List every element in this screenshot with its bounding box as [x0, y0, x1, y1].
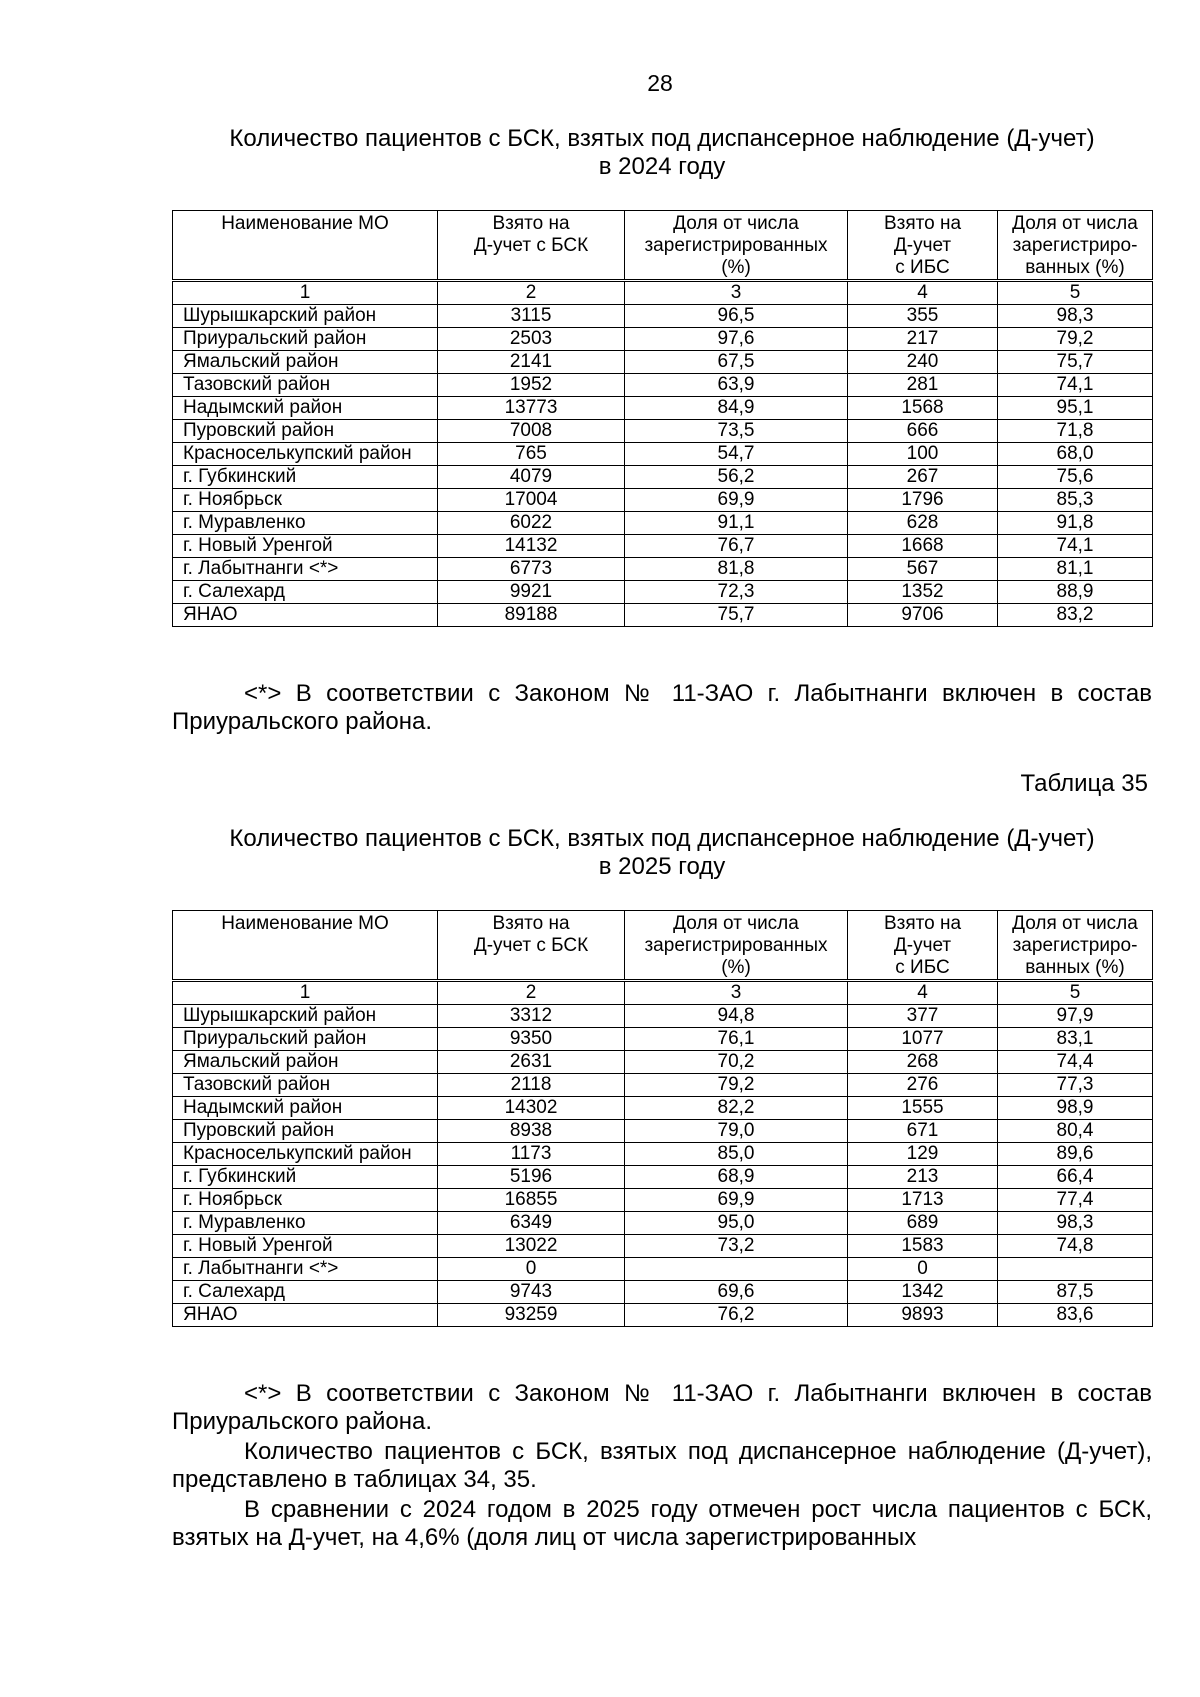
- value-cell: 83,2: [998, 604, 1153, 627]
- column-number: 2: [438, 981, 625, 1005]
- mo-name-cell: ЯНАО: [173, 604, 438, 627]
- value-cell: 72,3: [625, 581, 848, 604]
- table-row: [173, 305, 1153, 328]
- value-cell: 95,0: [625, 1212, 848, 1235]
- mo-name-cell: Приуральский район: [173, 328, 438, 351]
- table-34-title: [172, 125, 1152, 181]
- value-cell: 217: [848, 328, 998, 351]
- value-cell: 689: [848, 1212, 998, 1235]
- value-cell: 4079: [438, 466, 625, 489]
- table-row: [173, 1143, 1153, 1166]
- value-cell: 0: [438, 1258, 625, 1281]
- column-header: Наименование МО: [173, 211, 438, 281]
- mo-name-cell: Пуровский район: [173, 1120, 438, 1143]
- value-cell: 79,0: [625, 1120, 848, 1143]
- value-cell: 89188: [438, 604, 625, 627]
- value-cell: 9350: [438, 1028, 625, 1051]
- column-header: Взято на Д-учет с ИБС: [848, 211, 998, 281]
- value-cell: 74,8: [998, 1235, 1153, 1258]
- table-caption: Таблица 35: [1020, 770, 1148, 797]
- value-cell: 95,1: [998, 397, 1153, 420]
- column-number: 4: [848, 281, 998, 305]
- value-cell: 54,7: [625, 443, 848, 466]
- table-35-title: [172, 825, 1152, 881]
- value-cell: 240: [848, 351, 998, 374]
- value-cell: 129: [848, 1143, 998, 1166]
- table-row: [173, 420, 1153, 443]
- value-cell: 7008: [438, 420, 625, 443]
- value-cell: 79,2: [998, 328, 1153, 351]
- value-cell: 79,2: [625, 1074, 848, 1097]
- mo-name-cell: Тазовский район: [173, 374, 438, 397]
- value-cell: 77,3: [998, 1074, 1153, 1097]
- value-cell: 69,9: [625, 1189, 848, 1212]
- table-row: [173, 1189, 1153, 1212]
- value-cell: 355: [848, 305, 998, 328]
- value-cell: 281: [848, 374, 998, 397]
- table-row: [173, 374, 1153, 397]
- value-cell: 14132: [438, 535, 625, 558]
- value-cell: 97,6: [625, 328, 848, 351]
- value-cell: 1583: [848, 1235, 998, 1258]
- table-row: [173, 1028, 1153, 1051]
- value-cell: 83,1: [998, 1028, 1153, 1051]
- table-row: [173, 535, 1153, 558]
- page-number: 28: [647, 70, 673, 96]
- value-cell: 2631: [438, 1051, 625, 1074]
- table-row: [173, 466, 1153, 489]
- column-header: Доля от числа зарегистрированных (%): [625, 911, 848, 981]
- value-cell: 89,6: [998, 1143, 1153, 1166]
- table-row: [173, 1166, 1153, 1189]
- column-number-row: [173, 281, 1153, 305]
- value-cell: 267: [848, 466, 998, 489]
- value-cell: 1077: [848, 1028, 998, 1051]
- mo-name-cell: Надымский район: [173, 1097, 438, 1120]
- value-cell: 0: [848, 1258, 998, 1281]
- value-cell: 9921: [438, 581, 625, 604]
- value-cell: 1952: [438, 374, 625, 397]
- mo-name-cell: Красноселькупский район: [173, 1143, 438, 1166]
- value-cell: 97,9: [998, 1005, 1153, 1028]
- value-cell: 1568: [848, 397, 998, 420]
- value-cell: 213: [848, 1166, 998, 1189]
- value-cell: 75,7: [998, 351, 1153, 374]
- mo-name-cell: г. Муравленко: [173, 1212, 438, 1235]
- value-cell: 1796: [848, 489, 998, 512]
- value-cell: 3312: [438, 1005, 625, 1028]
- footnote-text: <*> В соответствии с Законом № 11-ЗАО г. Лабытнанги включен в состав Приуральского района.: [172, 1380, 1152, 1435]
- mo-name-cell: Ямальский район: [173, 351, 438, 374]
- value-cell: 628: [848, 512, 998, 535]
- value-cell: [625, 1258, 848, 1281]
- mo-name-cell: г. Муравленко: [173, 512, 438, 535]
- value-cell: 1668: [848, 535, 998, 558]
- value-cell: 85,0: [625, 1143, 848, 1166]
- value-cell: 80,4: [998, 1120, 1153, 1143]
- value-cell: 96,5: [625, 305, 848, 328]
- value-cell: 76,7: [625, 535, 848, 558]
- value-cell: 98,9: [998, 1097, 1153, 1120]
- value-cell: 69,6: [625, 1281, 848, 1304]
- value-cell: 9893: [848, 1304, 998, 1327]
- value-cell: 91,8: [998, 512, 1153, 535]
- table-34-title-line2: в 2024 году: [598, 153, 726, 180]
- mo-name-cell: г. Салехард: [173, 581, 438, 604]
- table-2024: [172, 210, 1153, 627]
- value-cell: 63,9: [625, 374, 848, 397]
- value-cell: 5196: [438, 1166, 625, 1189]
- paragraph-text: Количество пациентов с БСК, взятых под диспансерное наблюдение (Д-учет), представлено в таблицах 34, 35.: [172, 1438, 1152, 1493]
- value-cell: 14302: [438, 1097, 625, 1120]
- value-cell: 81,8: [625, 558, 848, 581]
- value-cell: 276: [848, 1074, 998, 1097]
- footnote-2024: [172, 680, 1152, 736]
- value-cell: 84,9: [625, 397, 848, 420]
- value-cell: 71,8: [998, 420, 1153, 443]
- table-row: [173, 397, 1153, 420]
- table-row: [173, 1258, 1153, 1281]
- footnote-2025: [172, 1380, 1152, 1436]
- column-number: 3: [625, 981, 848, 1005]
- mo-name-cell: г. Ноябрьск: [173, 1189, 438, 1212]
- table-row: [173, 1304, 1153, 1327]
- value-cell: 8938: [438, 1120, 625, 1143]
- table-35-title-line1: Количество пациентов с БСК, взятых под диспансерное наблюдение (Д-учет): [229, 825, 1095, 852]
- value-cell: 76,1: [625, 1028, 848, 1051]
- value-cell: [998, 1258, 1153, 1281]
- value-cell: 91,1: [625, 512, 848, 535]
- value-cell: 1352: [848, 581, 998, 604]
- column-header: Доля от числа зарегистриро- ванных (%): [998, 211, 1153, 281]
- value-cell: 75,7: [625, 604, 848, 627]
- table-row: [173, 512, 1153, 535]
- value-cell: 2503: [438, 328, 625, 351]
- table-row: [173, 1212, 1153, 1235]
- column-header: Взято на Д-учет с ИБС: [848, 911, 998, 981]
- column-header: Наименование МО: [173, 911, 438, 981]
- value-cell: 765: [438, 443, 625, 466]
- mo-name-cell: Шурышкарский район: [173, 305, 438, 328]
- value-cell: 6022: [438, 512, 625, 535]
- column-number-row: [173, 981, 1153, 1005]
- column-number: 5: [998, 281, 1153, 305]
- mo-name-cell: Приуральский район: [173, 1028, 438, 1051]
- mo-name-cell: Ямальский район: [173, 1051, 438, 1074]
- value-cell: 94,8: [625, 1005, 848, 1028]
- value-cell: 2141: [438, 351, 625, 374]
- body-paragraph: [172, 1438, 1152, 1494]
- value-cell: 6773: [438, 558, 625, 581]
- value-cell: 9743: [438, 1281, 625, 1304]
- table-row: [173, 1051, 1153, 1074]
- mo-name-cell: г. Лабытнанги <*>: [173, 1258, 438, 1281]
- value-cell: 69,9: [625, 489, 848, 512]
- body-paragraph: [172, 1496, 1152, 1552]
- column-header: Взято на Д-учет с БСК: [438, 911, 625, 981]
- value-cell: 74,1: [998, 535, 1153, 558]
- value-cell: 16855: [438, 1189, 625, 1212]
- column-number: 3: [625, 281, 848, 305]
- mo-name-cell: Красноселькупский район: [173, 443, 438, 466]
- value-cell: 68,0: [998, 443, 1153, 466]
- table-row: [173, 1074, 1153, 1097]
- table-row: [173, 489, 1153, 512]
- value-cell: 17004: [438, 489, 625, 512]
- value-cell: 83,6: [998, 1304, 1153, 1327]
- column-header: Доля от числа зарегистрированных (%): [625, 211, 848, 281]
- footnote-text: <*> В соответствии с Законом № 11-ЗАО г. Лабытнанги включен в состав Приуральского района.: [172, 680, 1152, 735]
- value-cell: 76,2: [625, 1304, 848, 1327]
- value-cell: 671: [848, 1120, 998, 1143]
- value-cell: 75,6: [998, 466, 1153, 489]
- column-number: 1: [173, 281, 438, 305]
- value-cell: 93259: [438, 1304, 625, 1327]
- table-row: [173, 351, 1153, 374]
- table-row: [173, 1005, 1153, 1028]
- table-row: [173, 1097, 1153, 1120]
- table-row: [173, 604, 1153, 627]
- column-number: 5: [998, 981, 1153, 1005]
- value-cell: 82,2: [625, 1097, 848, 1120]
- column-number: 1: [173, 981, 438, 1005]
- table-35-title-line2: в 2025 году: [598, 853, 726, 880]
- table-row: [173, 558, 1153, 581]
- value-cell: 1555: [848, 1097, 998, 1120]
- value-cell: 6349: [438, 1212, 625, 1235]
- mo-name-cell: Пуровский район: [173, 420, 438, 443]
- column-header: Взято на Д-учет с БСК: [438, 211, 625, 281]
- value-cell: 1173: [438, 1143, 625, 1166]
- value-cell: 66,4: [998, 1166, 1153, 1189]
- value-cell: 268: [848, 1051, 998, 1074]
- value-cell: 98,3: [998, 305, 1153, 328]
- mo-name-cell: г. Ноябрьск: [173, 489, 438, 512]
- value-cell: 9706: [848, 604, 998, 627]
- table-row: [173, 581, 1153, 604]
- mo-name-cell: г. Губкинский: [173, 466, 438, 489]
- value-cell: 98,3: [998, 1212, 1153, 1235]
- value-cell: 1713: [848, 1189, 998, 1212]
- table-34-title-line1: Количество пациентов с БСК, взятых под диспансерное наблюдение (Д-учет): [229, 125, 1095, 152]
- value-cell: 3115: [438, 305, 625, 328]
- table-row: [173, 1281, 1153, 1304]
- value-cell: 81,1: [998, 558, 1153, 581]
- value-cell: 87,5: [998, 1281, 1153, 1304]
- table-row: [173, 443, 1153, 466]
- value-cell: 74,1: [998, 374, 1153, 397]
- value-cell: 666: [848, 420, 998, 443]
- column-number: 4: [848, 981, 998, 1005]
- mo-name-cell: г. Салехард: [173, 1281, 438, 1304]
- mo-name-cell: г. Губкинский: [173, 1166, 438, 1189]
- value-cell: 2118: [438, 1074, 625, 1097]
- value-cell: 70,2: [625, 1051, 848, 1074]
- value-cell: 73,5: [625, 420, 848, 443]
- mo-name-cell: г. Лабытнанги <*>: [173, 558, 438, 581]
- table-2025: [172, 910, 1153, 1327]
- table-header-row: [173, 911, 1153, 981]
- mo-name-cell: Шурышкарский район: [173, 1005, 438, 1028]
- mo-name-cell: Тазовский район: [173, 1074, 438, 1097]
- table-row: [173, 1120, 1153, 1143]
- value-cell: 67,5: [625, 351, 848, 374]
- value-cell: 1342: [848, 1281, 998, 1304]
- mo-name-cell: ЯНАО: [173, 1304, 438, 1327]
- value-cell: 88,9: [998, 581, 1153, 604]
- column-number: 2: [438, 281, 625, 305]
- value-cell: 68,9: [625, 1166, 848, 1189]
- value-cell: 13022: [438, 1235, 625, 1258]
- value-cell: 74,4: [998, 1051, 1153, 1074]
- value-cell: 100: [848, 443, 998, 466]
- table-row: [173, 328, 1153, 351]
- value-cell: 13773: [438, 397, 625, 420]
- table-row: [173, 1235, 1153, 1258]
- value-cell: 567: [848, 558, 998, 581]
- mo-name-cell: г. Новый Уренгой: [173, 1235, 438, 1258]
- column-header: Доля от числа зарегистриро- ванных (%): [998, 911, 1153, 981]
- value-cell: 56,2: [625, 466, 848, 489]
- table-header-row: [173, 211, 1153, 281]
- value-cell: 73,2: [625, 1235, 848, 1258]
- value-cell: 77,4: [998, 1189, 1153, 1212]
- mo-name-cell: г. Новый Уренгой: [173, 535, 438, 558]
- paragraph-text: В сравнении с 2024 годом в 2025 году отмечен рост числа пациентов с БСК, взятых на Д-учет, на 4,6% (доля лиц от числа зарегистрированных: [172, 1496, 1152, 1551]
- value-cell: 377: [848, 1005, 998, 1028]
- mo-name-cell: Надымский район: [173, 397, 438, 420]
- value-cell: 85,3: [998, 489, 1153, 512]
